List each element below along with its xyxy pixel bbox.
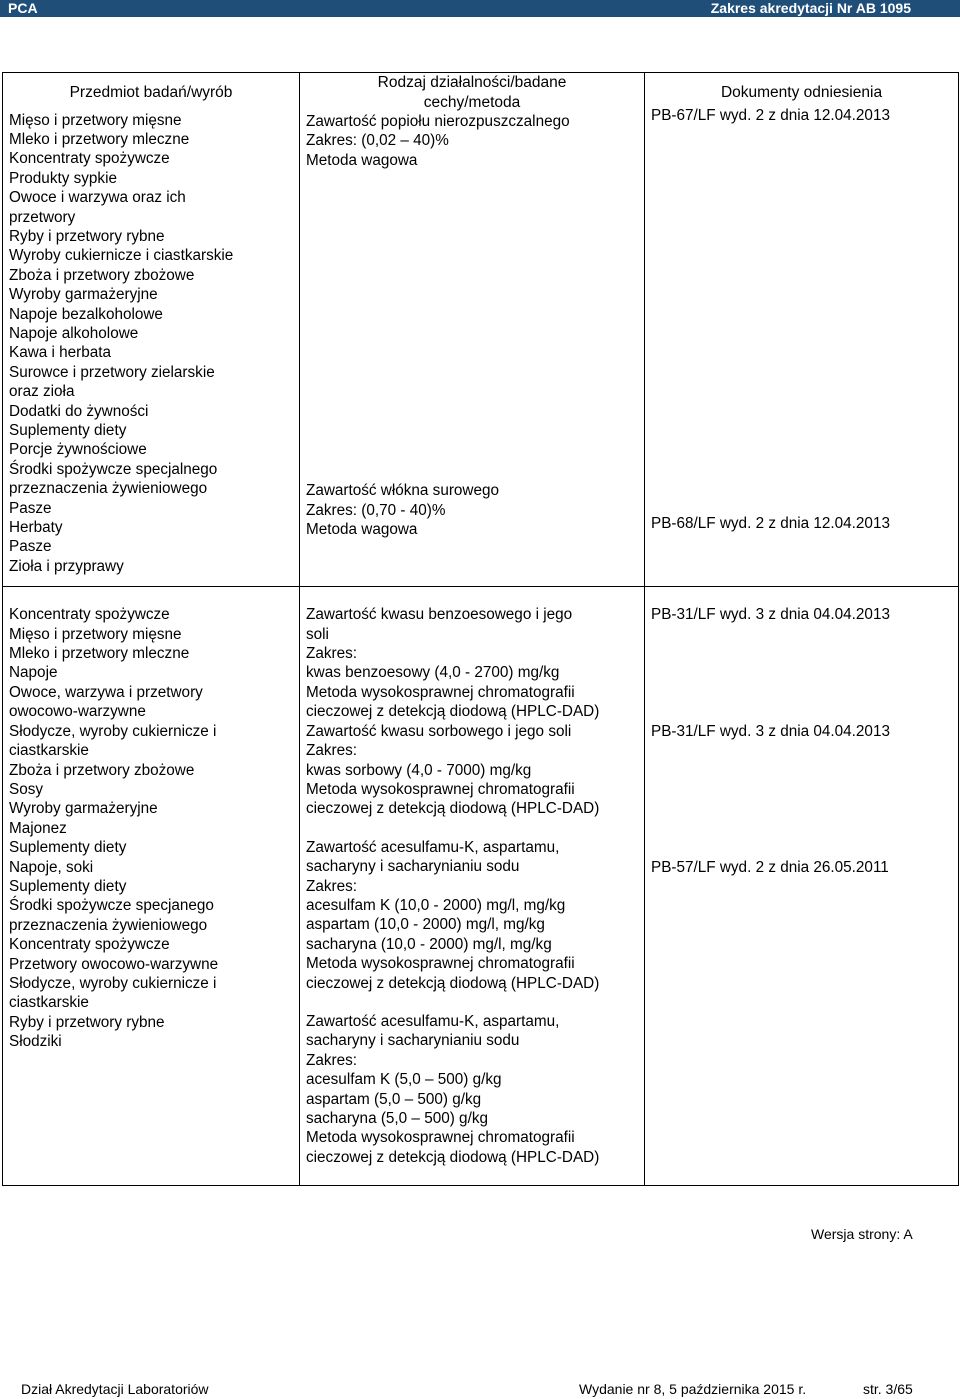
page-version: Wersja strony: A bbox=[811, 1226, 913, 1242]
product-item: Ryby i przetwory rybne bbox=[9, 227, 165, 245]
product-item: Produkty sypkie bbox=[9, 169, 117, 187]
product-item: Koncentraty spożywcze bbox=[9, 150, 170, 168]
product-item: Środki spożywcze specjanego bbox=[9, 897, 214, 915]
method-line: sacharyny i sacharynianiu sodu bbox=[306, 858, 520, 876]
method-line: Zakres: bbox=[306, 877, 357, 895]
section1-products bbox=[9, 111, 293, 577]
header-org: PCA bbox=[8, 0, 38, 16]
section1-row bbox=[3, 73, 959, 587]
method-line: cieczowej z detekcją diodową (HPLC-DAD) bbox=[306, 800, 600, 818]
method-line: Metoda wysokosprawnej chromatografii bbox=[306, 955, 575, 973]
method-line: sacharyna (10,0 - 2000) mg/l, mg/kg bbox=[306, 935, 552, 953]
method-line: soli bbox=[306, 625, 329, 643]
product-item: ciastkarskie bbox=[9, 742, 89, 760]
section1-products-cell bbox=[3, 73, 300, 587]
product-item: przetwory bbox=[9, 208, 76, 226]
section1-method-1 bbox=[306, 112, 638, 170]
product-item: Mleko i przetwory mleczne bbox=[9, 130, 190, 148]
product-item: Suplementy diety bbox=[9, 877, 127, 895]
product-item: Majonez bbox=[9, 819, 67, 837]
method-line: Zakres: bbox=[306, 1051, 357, 1069]
product-item: Zioła i przyprawy bbox=[9, 557, 124, 575]
product-item: Napoje bezalkoholowe bbox=[9, 305, 163, 323]
product-item: Wyroby garmażeryjne bbox=[9, 800, 158, 818]
product-item: Sosy bbox=[9, 780, 44, 798]
section2-document-1: PB-31/LF wyd. 3 z dnia 04.04.2013 bbox=[651, 606, 890, 624]
product-item: owocowo-warzywne bbox=[9, 703, 146, 721]
product-item: Mięso i przetwory mięsne bbox=[9, 625, 182, 643]
method-line: Metoda wagowa bbox=[306, 151, 418, 169]
product-item: Zboża i przetwory zbożowe bbox=[9, 266, 195, 284]
method-line: cieczowej z detekcją diodową (HPLC-DAD) bbox=[306, 1148, 600, 1166]
method-line: Zakres: bbox=[306, 742, 357, 760]
header-title: Zakres akredytacji Nr AB 1095 bbox=[710, 0, 911, 16]
section1-documents-cell bbox=[645, 73, 959, 587]
product-item: Koncentraty spożywcze bbox=[9, 936, 170, 954]
method-line: aspartam (10,0 - 2000) mg/l, mg/kg bbox=[306, 916, 545, 934]
col1-header: Przedmiot badań/wyrób bbox=[69, 84, 233, 101]
col2-header-line1: Rodzaj działalności/badane bbox=[377, 74, 567, 91]
product-item: ciastkarskie bbox=[9, 994, 89, 1012]
product-item: Napoje, soki bbox=[9, 858, 94, 876]
method-line: Zawartość włókna surowego bbox=[306, 482, 499, 500]
method-line: cieczowej z detekcją diodową (HPLC-DAD) bbox=[306, 974, 600, 992]
footer-page-number: str. 3/65 bbox=[863, 1381, 913, 1397]
section1-methods-cell bbox=[300, 73, 645, 587]
product-item: Słodziki bbox=[9, 1033, 62, 1051]
product-item: oraz zioła bbox=[9, 383, 75, 401]
method-line: kwas benzoesowy (4,0 - 2700) mg/kg bbox=[306, 664, 560, 682]
section2-document-2: PB-31/LF wyd. 3 z dnia 04.04.2013 bbox=[651, 722, 890, 740]
section2-document-3: PB-57/LF wyd. 2 z dnia 26.05.2011 bbox=[651, 859, 889, 877]
product-item: Owoce, warzywa i przetwory bbox=[9, 683, 203, 701]
product-item: Napoje alkoholowe bbox=[9, 324, 139, 342]
section2-method-1 bbox=[306, 605, 638, 721]
product-item: Wyroby garmażeryjne bbox=[9, 286, 158, 304]
method-line: Metoda wagowa bbox=[306, 521, 418, 539]
method-line: Metoda wysokosprawnej chromatografii bbox=[306, 683, 575, 701]
product-item: Dodatki do żywności bbox=[9, 402, 149, 420]
product-item: Napoje bbox=[9, 664, 58, 682]
method-line: aspartam (5,0 – 500) g/kg bbox=[306, 1090, 482, 1108]
section1-document-1: PB-67/LF wyd. 2 z dnia 12.04.2013 bbox=[651, 106, 890, 124]
page-header-bar bbox=[0, 0, 960, 17]
product-item: Pasze bbox=[9, 538, 52, 556]
method-line: Zawartość kwasu sorbowego i jego soli bbox=[306, 722, 572, 740]
method-line: Metoda wysokosprawnej chromatografii bbox=[306, 780, 575, 798]
method-line: kwas sorbowy (4,0 - 7000) mg/kg bbox=[306, 761, 532, 779]
section2-row bbox=[3, 587, 959, 1186]
section2-method-4 bbox=[306, 1012, 638, 1167]
section2-products-cell bbox=[3, 587, 300, 1186]
accreditation-scope-table bbox=[2, 72, 959, 1186]
section1-method-2 bbox=[306, 481, 638, 539]
product-item: Słodycze, wyroby cukiernicze i bbox=[9, 974, 217, 992]
section1-document-2: PB-68/LF wyd. 2 z dnia 12.04.2013 bbox=[651, 514, 890, 532]
product-item: Herbaty bbox=[9, 519, 63, 537]
section2-method-3 bbox=[306, 838, 638, 993]
product-item: Pasze bbox=[9, 499, 52, 517]
product-item: przeznaczenia żywieniowego bbox=[9, 480, 208, 498]
method-line: Zawartość acesulfamu-K, aspartamu, bbox=[306, 1012, 560, 1030]
section2-method-2 bbox=[306, 722, 638, 819]
method-line: Zakres: bbox=[306, 645, 357, 663]
product-item: Surowce i przetwory zielarskie bbox=[9, 363, 215, 381]
product-item: Zboża i przetwory zbożowe bbox=[9, 761, 195, 779]
method-line: Zakres: (0,70 - 40)% bbox=[306, 501, 446, 519]
col3-header: Dokumenty odniesienia bbox=[720, 84, 883, 101]
footer-department: Dział Akredytacji Laboratoriów bbox=[21, 1381, 209, 1397]
product-item: Koncentraty spożywcze bbox=[9, 606, 170, 624]
product-item: przeznaczenia żywieniowego bbox=[9, 916, 208, 934]
product-item: Przetwory owocowo-warzywne bbox=[9, 955, 219, 973]
method-line: Metoda wysokosprawnej chromatografii bbox=[306, 1129, 575, 1147]
product-item: Owoce i warzywa oraz ich bbox=[9, 189, 186, 207]
product-item: Mleko i przetwory mleczne bbox=[9, 645, 190, 663]
section2-methods-cell bbox=[300, 587, 645, 1186]
footer-edition: Wydanie nr 8, 5 października 2015 r. bbox=[579, 1381, 807, 1397]
method-line: Zawartość acesulfamu-K, aspartamu, bbox=[306, 838, 560, 856]
method-line: Zawartość kwasu benzoesowego i jego bbox=[306, 606, 573, 624]
product-item: Mięso i przetwory mięsne bbox=[9, 111, 182, 129]
product-item: Wyroby cukiernicze i ciastkarskie bbox=[9, 247, 234, 265]
method-line: sacharyny i sacharynianiu sodu bbox=[306, 1032, 520, 1050]
product-item: Porcje żywnościowe bbox=[9, 441, 147, 459]
section2-products bbox=[9, 605, 293, 1051]
product-item: Kawa i herbata bbox=[9, 344, 112, 362]
product-item: Suplementy diety bbox=[9, 839, 127, 857]
method-line: Zakres: (0,02 – 40)% bbox=[306, 132, 449, 150]
col2-header-line2: cechy/metoda bbox=[423, 93, 521, 111]
product-item: Słodycze, wyroby cukiernicze i bbox=[9, 722, 217, 740]
section2-documents-cell bbox=[645, 587, 959, 1186]
method-line: acesulfam K (5,0 – 500) g/kg bbox=[306, 1071, 502, 1089]
col2-header bbox=[306, 73, 638, 112]
method-line: cieczowej z detekcją diodową (HPLC-DAD) bbox=[306, 703, 600, 721]
method-line: Zawartość popiołu nierozpuszczalnego bbox=[306, 113, 570, 130]
method-line: acesulfam K (10,0 - 2000) mg/l, mg/kg bbox=[306, 896, 566, 914]
method-line: sacharyna (5,0 – 500) g/kg bbox=[306, 1110, 488, 1127]
product-item: Ryby i przetwory rybne bbox=[9, 1013, 165, 1031]
product-item: Suplementy diety bbox=[9, 422, 127, 439]
product-item: Środki spożywcze specjalnego bbox=[9, 460, 218, 478]
